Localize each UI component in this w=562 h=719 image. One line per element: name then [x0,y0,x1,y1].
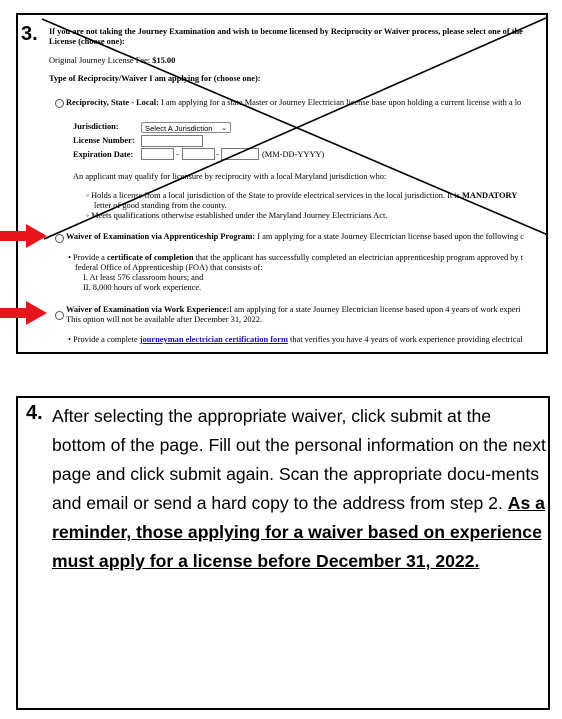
fee-value: $15.00 [152,56,176,65]
experience-note: This option will not be available after December 31, 2022. [66,315,263,324]
intro-line2: License (choose one): [49,37,125,46]
jurisdiction-label: Jurisdiction: [73,122,119,131]
apprenticeship-provide-line2: federal Office of Apprenticeship (FOA) that consists of: [75,263,263,272]
date-hint: (MM-DD-YYYY) [262,150,325,159]
apprenticeship-text: I am applying for a state Journey Electrician license based upon the following c [257,232,524,241]
reciprocity-title: Reciprocity, State - Local: [66,98,159,107]
intro-line1: If you are not taking the Journey Examination and wish to become licensed by Reciprocity or Waiver process, please select one of the [49,27,523,36]
apprenticeship-item1: I. At least 576 classroom hours; and [83,273,204,282]
type-heading: Type of Reciprocity/Waiver I am applying for (choose one): [49,74,261,83]
step3-number: 3. [21,23,38,45]
step4-number: 4. [26,402,43,424]
qualify-text: An applicant may qualify for licensure by reciprocity with a local Maryland jurisdiction who: [73,172,387,181]
bullet1-text: Holds a license from a local jurisdiction of the State to provide electrical services in the local jurisdiction. It is [91,191,463,200]
date-separator-2: - [216,150,219,159]
bullet-dot: • [68,253,74,262]
certification-form-link[interactable]: journeyman electrician certification form [139,335,288,344]
bullet1-mandatory: MANDATORY [462,191,518,200]
cross-out-mark [18,15,548,354]
provide-a: Provide a [73,253,107,262]
bullet-dot: ◦ [86,191,92,200]
experience-provide-a: Provide a complete [73,335,140,344]
step3-screenshot-box [16,13,548,354]
expiration-label: Expiration Date: [73,150,134,159]
reciprocity-bullet1-line2: letter of good standing from the county. [94,201,227,210]
fee-label: Original Journey License Fee: [49,56,151,65]
bullet-dot: ◦ [86,211,92,220]
experience-text: I am applying for a state Journey Electrician license based upon 4 years of work experi [229,305,521,314]
jurisdiction-select-value: Select A Jurisdiction [145,124,213,133]
reciprocity-text: I am applying for a state Master or Journey Electrician license base upon holding a current license with a lo [160,98,522,107]
step4-instructions [52,402,546,576]
date-separator-1: - [176,150,179,159]
apprenticeship-item2: II. 8,000 hours of work experience. [83,283,202,292]
license-number-label: License Number: [73,136,135,145]
experience-provide-c: that verifies you have 4 years of work experience providing electrical [287,335,523,344]
bullet2-text: Meets qualifications otherwise established under the Maryland Journey Electricians Act. [91,211,388,220]
arrow-apprenticeship-icon [0,223,48,249]
provide-c: that the applicant has successfully completed an electrician apprenticeship program approved by t [193,253,524,262]
chevron-down-icon: ⌄ [221,125,227,132]
apprenticeship-title: Waiver of Examination via Apprenticeship Program: [66,232,256,241]
step4-box [16,396,550,710]
bullet-dot: • [68,335,74,344]
experience-title: Waiver of Examination via Work Experience: [66,305,230,314]
step4-text: After selecting the appropriate waiver, click submit at the bottom of the page. Fill out the personal information on the next page and click submit again. Scan the appropriate docu-ments and email or send a hard copy to the address from step 2. [52,406,546,513]
step4-reminder: As a reminder, those applying for a waiver based on experience must apply for a license before December 31, 2022. [52,493,545,571]
arrow-experience-icon [0,300,48,326]
provide-certificate: certificate of completion [107,253,194,262]
